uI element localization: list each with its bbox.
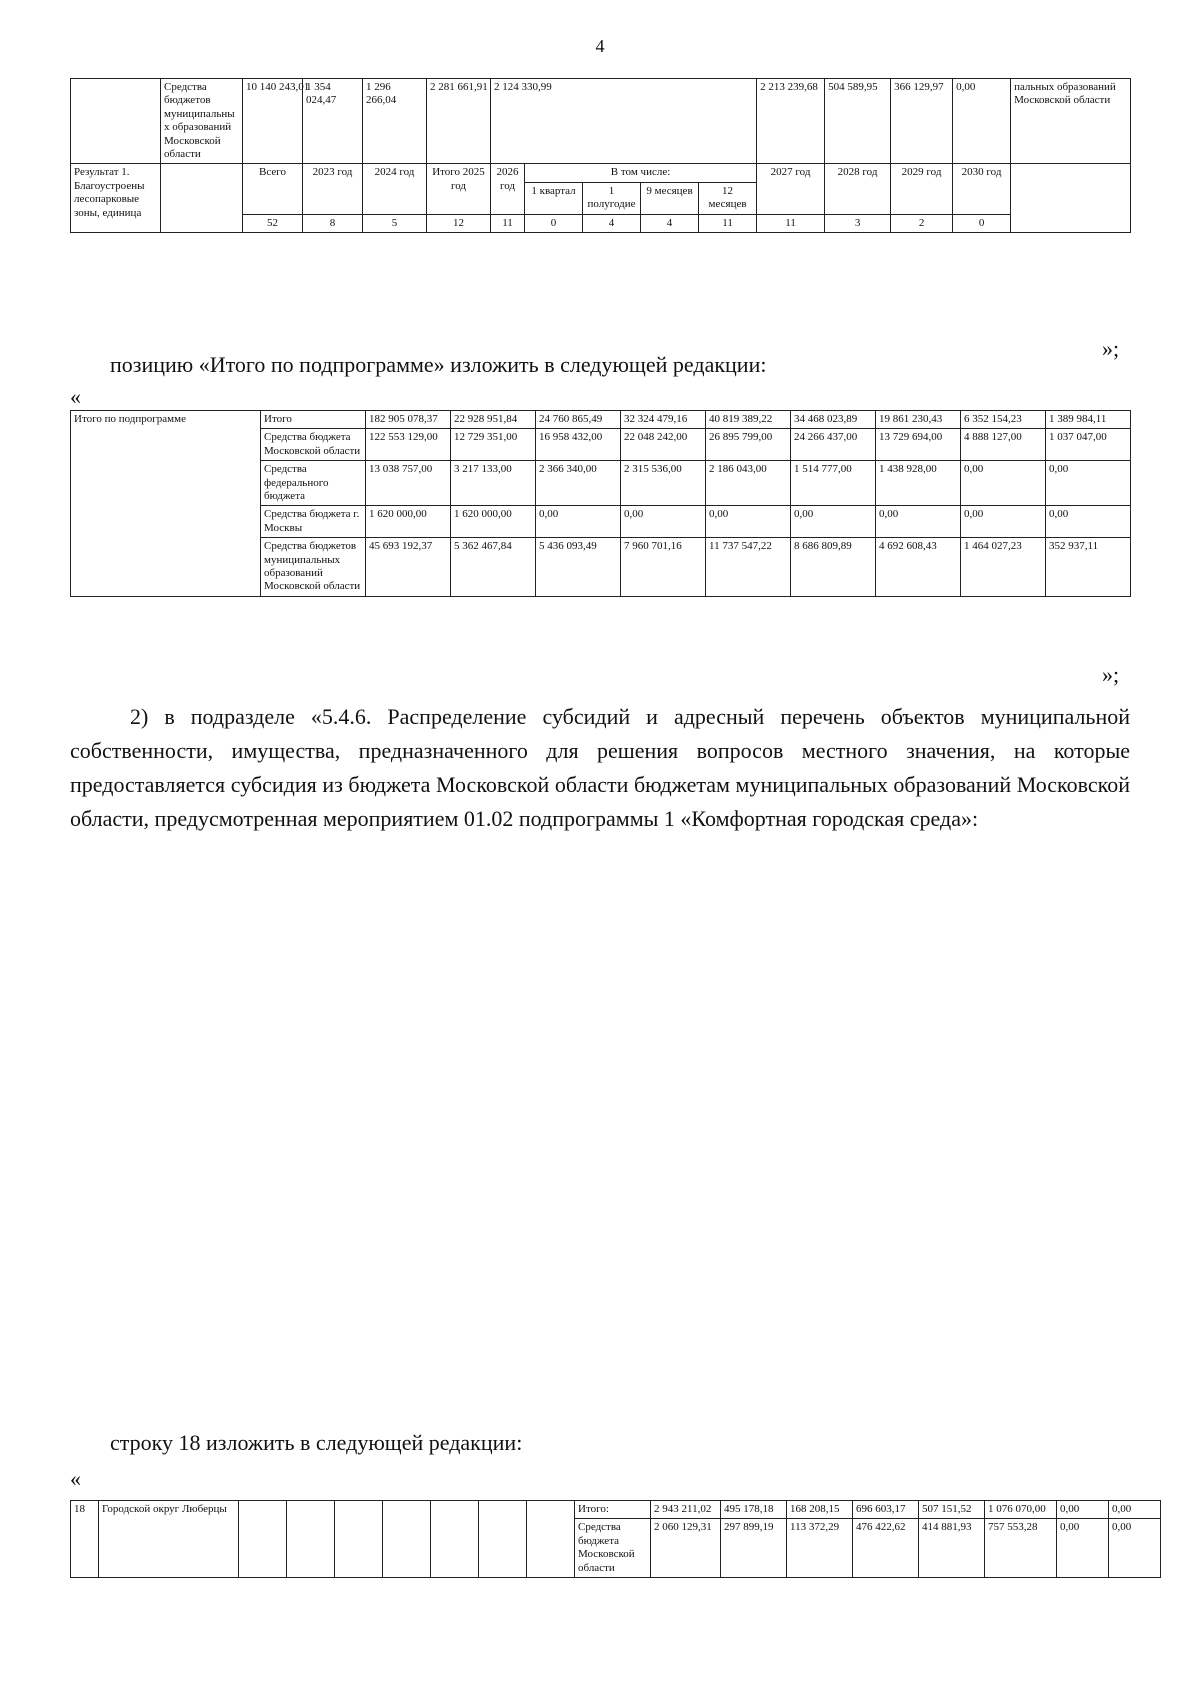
result-value-2026: 11 [491, 214, 525, 232]
row-18-total: 18 Городской округ Люберцы Итого: 2 943 211,02 495 178,18 168 208,15 696 603,17 507 151,52 1 076 070,00 0,00 0,00 [71, 1501, 1161, 1519]
funding-value-2025: 2 281 661,91 [427, 79, 491, 164]
header-12-months: 12 месяцев [699, 182, 757, 214]
header-total-2025: Итого 2025 год [427, 164, 491, 214]
header-2030: 2030 год [953, 164, 1011, 214]
result-value-total: 52 [243, 214, 303, 232]
header-quarter-1: 1 квартал [525, 182, 583, 214]
result-value-2023: 8 [303, 214, 363, 232]
header-total: Всего [243, 164, 303, 214]
row-number: 18 [71, 1501, 99, 1578]
result-value-half-year: 4 [583, 214, 641, 232]
opening-quote-mark: « [70, 384, 81, 409]
funding-value-2023: 1 354 024,47 [303, 79, 363, 164]
subprogram-row-regional-budget: Средства бюджета Московской области 122 553 129,00 12 729 351,00 16 958 432,00 22 048 242,00 26 895 799,00 24 266 437,00 13 729 694,00 4 888 127,00 1 037 047,00 [71, 429, 1131, 461]
funding-value-2024: 1 296 266,04 [363, 79, 427, 164]
header-2029: 2029 год [891, 164, 953, 214]
instruction-line-1: позицию «Итого по подпрограмме» изложить в следующей редакции: [110, 352, 767, 377]
header-2027: 2027 год [757, 164, 825, 214]
funding-source-label: Средства бюджетов муниципальных образований Московской области [161, 79, 243, 164]
amendment-paragraph: 2) в подразделе «5.4.6. Распределение субсидий и адресный перечень объектов муниципальной собственности, имущества, предназначенного для решения вопросов местного значения, на которые предоставляется субсидия из бюджета Московской области бюджетам муниципальных образований Московской области, предусмотренная мероприятием 01.02 подпрограммы 1 «Комфортная городская среда»: [70, 704, 1130, 832]
funding-table-continuation [70, 78, 1131, 233]
header-in-that-number: В том числе: [525, 164, 757, 182]
funding-value-total: 10 140 243,01 [243, 79, 303, 164]
result-value-quarter-1: 0 [525, 214, 583, 232]
subprogram-row-total: Итого по подпрограмме Итого 182 905 078,37 22 928 951,84 24 760 865,49 32 324 479,16 40 819 389,22 34 468 023,89 19 861 230,43 6 352 154,23 1 389 984,11 [71, 411, 1131, 429]
row-label: Средства федерального бюджета [261, 461, 366, 506]
closing-quote-mark: »; [1102, 662, 1120, 687]
subprogram-row-moscow-budget: Средства бюджета г. Москвы 1 620 000,00 1 620 000,00 0,00 0,00 0,00 0,00 0,00 0,00 0,00 [71, 506, 1131, 538]
result-value-2024: 5 [363, 214, 427, 232]
result-value-12-months: 11 [699, 214, 757, 232]
district-name: Городской округ Люберцы [99, 1501, 239, 1578]
header-half-year: 1 полугодие [583, 182, 641, 214]
subprogram-title: Итого по подпрограмме [71, 411, 261, 597]
row-label: Итого: [575, 1501, 651, 1519]
funding-value-2030: 0,00 [953, 79, 1011, 164]
subprogram-row-federal-budget: Средства федерального бюджета 13 038 757,00 3 217 133,00 2 366 340,00 2 315 536,00 2 186 043,00 1 514 777,00 1 438 928,00 0,00 0,00 [71, 461, 1131, 506]
result-value-2027: 11 [757, 214, 825, 232]
result-value-2030: 0 [953, 214, 1011, 232]
row-label: Средства бюджетов муниципальных образований Московской области [261, 538, 366, 597]
row-label: Средства бюджета Московской области [575, 1519, 651, 1578]
funding-value-2026: 2 124 330,99 [491, 79, 757, 164]
opening-quote-mark: « [70, 1466, 81, 1491]
header-2028: 2028 год [825, 164, 891, 214]
funding-value-2028: 504 589,95 [825, 79, 891, 164]
row-label: Итого [261, 411, 366, 429]
result-label: Результат 1. Благоустроены лесопарковые зоны, единица [71, 164, 161, 233]
funding-value-2027: 2 213 239,68 [757, 79, 825, 164]
result-value-9-months: 4 [641, 214, 699, 232]
result-value-2028: 3 [825, 214, 891, 232]
funding-value-2029: 366 129,97 [891, 79, 953, 164]
funding-tail-label: пальных образований Московской области [1011, 79, 1131, 164]
closing-quote-mark: »; [1102, 336, 1120, 361]
instruction-line-2: строку 18 изложить в следующей редакции: [110, 1430, 523, 1455]
header-2026: 2026 год [491, 164, 525, 214]
result-header-row [71, 164, 1131, 182]
row-label: Средства бюджета Московской области [261, 429, 366, 461]
page-number: 4 [595, 36, 605, 56]
result-value-total-2025: 12 [427, 214, 491, 232]
row-label: Средства бюджета г. Москвы [261, 506, 366, 538]
result-value-2029: 2 [891, 214, 953, 232]
row-18-regional-budget: Средства бюджета Московской области 2 060 129,31 297 899,19 113 372,29 476 422,62 414 881,93 757 553,28 0,00 0,00 [71, 1519, 1161, 1578]
subprogram-row-municipal-budgets: Средства бюджетов муниципальных образований Московской области 45 693 192,37 5 362 467,84 5 436 093,49 7 960 701,16 11 737 547,22 8 686 809,89 4 692 608,43 1 464 027,23 352 937,11 [71, 538, 1131, 597]
header-2024: 2024 год [363, 164, 427, 214]
header-9-months: 9 месяцев [641, 182, 699, 214]
header-2023: 2023 год [303, 164, 363, 214]
subprogram-total-table [70, 410, 1131, 597]
funding-row [71, 79, 1131, 164]
row-18-table [70, 1500, 1161, 1578]
